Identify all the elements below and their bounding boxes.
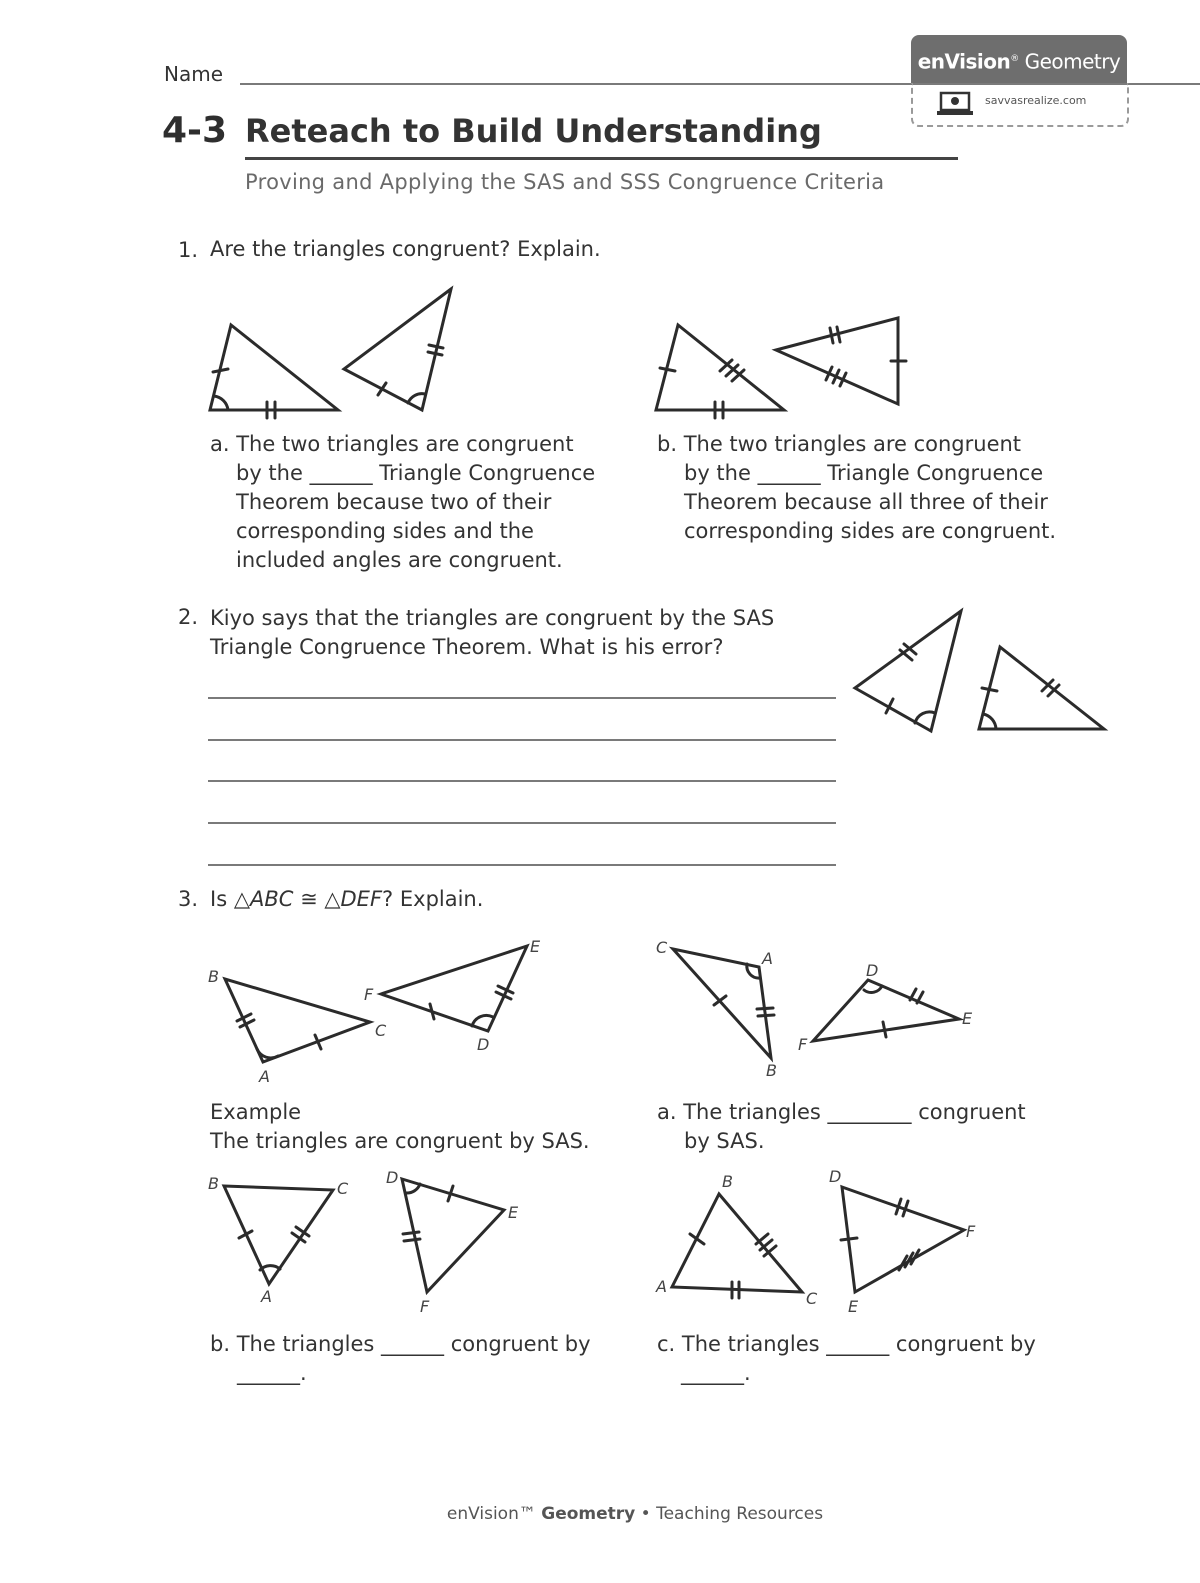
lesson-number: 4-3	[162, 110, 228, 151]
envision-geometry-logo: enVision® Geometry	[911, 35, 1127, 83]
q2-number: 2.	[178, 605, 199, 629]
vertex-label-d: D	[829, 1167, 842, 1186]
vertex-label-c: C	[337, 1179, 349, 1198]
q2-triangle-right	[979, 647, 1104, 729]
q1-prompt: Are the triangles congruent? Explain.	[210, 237, 601, 261]
vertex-label-c: C	[656, 938, 668, 957]
q3a-triangle-cab	[673, 949, 774, 1058]
q3c-triangle-abc	[672, 1194, 802, 1298]
q2-triangle-left	[855, 611, 961, 731]
vertex-label-e: E	[962, 1009, 973, 1028]
q1a-text: a. The two triangles are congruent by the ______ Triangle Congruence Theorem because two of their corresponding sides and the included angles are congruent.	[210, 432, 596, 572]
q3b-triangle-bca	[224, 1186, 333, 1284]
page-footer: enVision™ Geometry • Teaching Resources	[446, 1504, 824, 1524]
vertex-label-a: A	[259, 1067, 270, 1086]
q1b-text: b. The two triangles are congruent by the ______ Triangle Congruence Theorem because all three of their corresponding sides are congruent.	[657, 432, 1057, 543]
vertex-label-a: A	[261, 1287, 272, 1306]
vertex-label-a: A	[656, 1277, 667, 1296]
q2-prompt: Kiyo says that the triangles are congruent by the SAS Triangle Congruence Theorem. What is his error?	[210, 606, 775, 659]
vertex-label-e: E	[848, 1297, 859, 1316]
q3-example: Example The triangles are congruent by SAS.	[210, 1100, 590, 1153]
vertex-label-c: C	[806, 1289, 818, 1308]
vertex-label-b: B	[208, 1174, 219, 1193]
vertex-label-f: F	[798, 1035, 808, 1054]
q1a-triangle-left	[210, 325, 338, 418]
name-label: Name	[164, 62, 224, 86]
vertex-label-b: B	[722, 1172, 733, 1191]
site-url: savvasrealize.com	[985, 94, 1087, 107]
q1a-triangle-right	[344, 289, 451, 410]
q3c-triangle-dfe	[841, 1187, 964, 1292]
vertex-label-f: F	[420, 1297, 430, 1316]
q3a-text: a. The triangles ________ congruent by SAS.	[657, 1100, 1026, 1153]
q1b-triangle-right	[776, 318, 906, 404]
q3-example-triangle-abc	[225, 979, 370, 1062]
vertex-label-f: F	[364, 985, 374, 1004]
vertex-label-b: B	[766, 1061, 777, 1080]
q3c-text: c. The triangles ______ congruent by ______.	[657, 1332, 1036, 1385]
q2-answer-line-3[interactable]	[208, 780, 836, 782]
vertex-label-d: D	[866, 961, 879, 980]
vertex-label-e: E	[530, 937, 541, 956]
vertex-label-b: B	[208, 967, 219, 986]
vertex-label-c: C	[375, 1021, 387, 1040]
q3-number: 3.	[178, 887, 199, 911]
q3-example-triangle-def	[381, 946, 527, 1031]
lesson-title: Reteach to Build Understanding	[245, 112, 822, 150]
vertex-label-f: F	[966, 1222, 976, 1241]
vertex-label-d: D	[477, 1035, 490, 1054]
q2-answer-line-2[interactable]	[208, 739, 836, 741]
q2-answer-line-4[interactable]	[208, 822, 836, 824]
q2-answer-line-5[interactable]	[208, 864, 836, 866]
q3b-text: b. The triangles ______ congruent by ______.	[210, 1332, 591, 1385]
q3a-triangle-def	[813, 980, 959, 1041]
lesson-subtitle: Proving and Applying the SAS and SSS Congruence Criteria	[245, 170, 885, 194]
vertex-label-e: E	[508, 1203, 519, 1222]
q2-answer-line-1[interactable]	[208, 697, 836, 699]
q3-prompt: Is △ABC ≅ △DEF? Explain.	[210, 887, 484, 911]
q1b-triangle-left	[656, 325, 784, 418]
q3b-triangle-def	[402, 1179, 504, 1292]
vertex-label-d: D	[386, 1168, 399, 1187]
q1-number: 1.	[178, 238, 199, 262]
vertex-label-a: A	[762, 949, 773, 968]
